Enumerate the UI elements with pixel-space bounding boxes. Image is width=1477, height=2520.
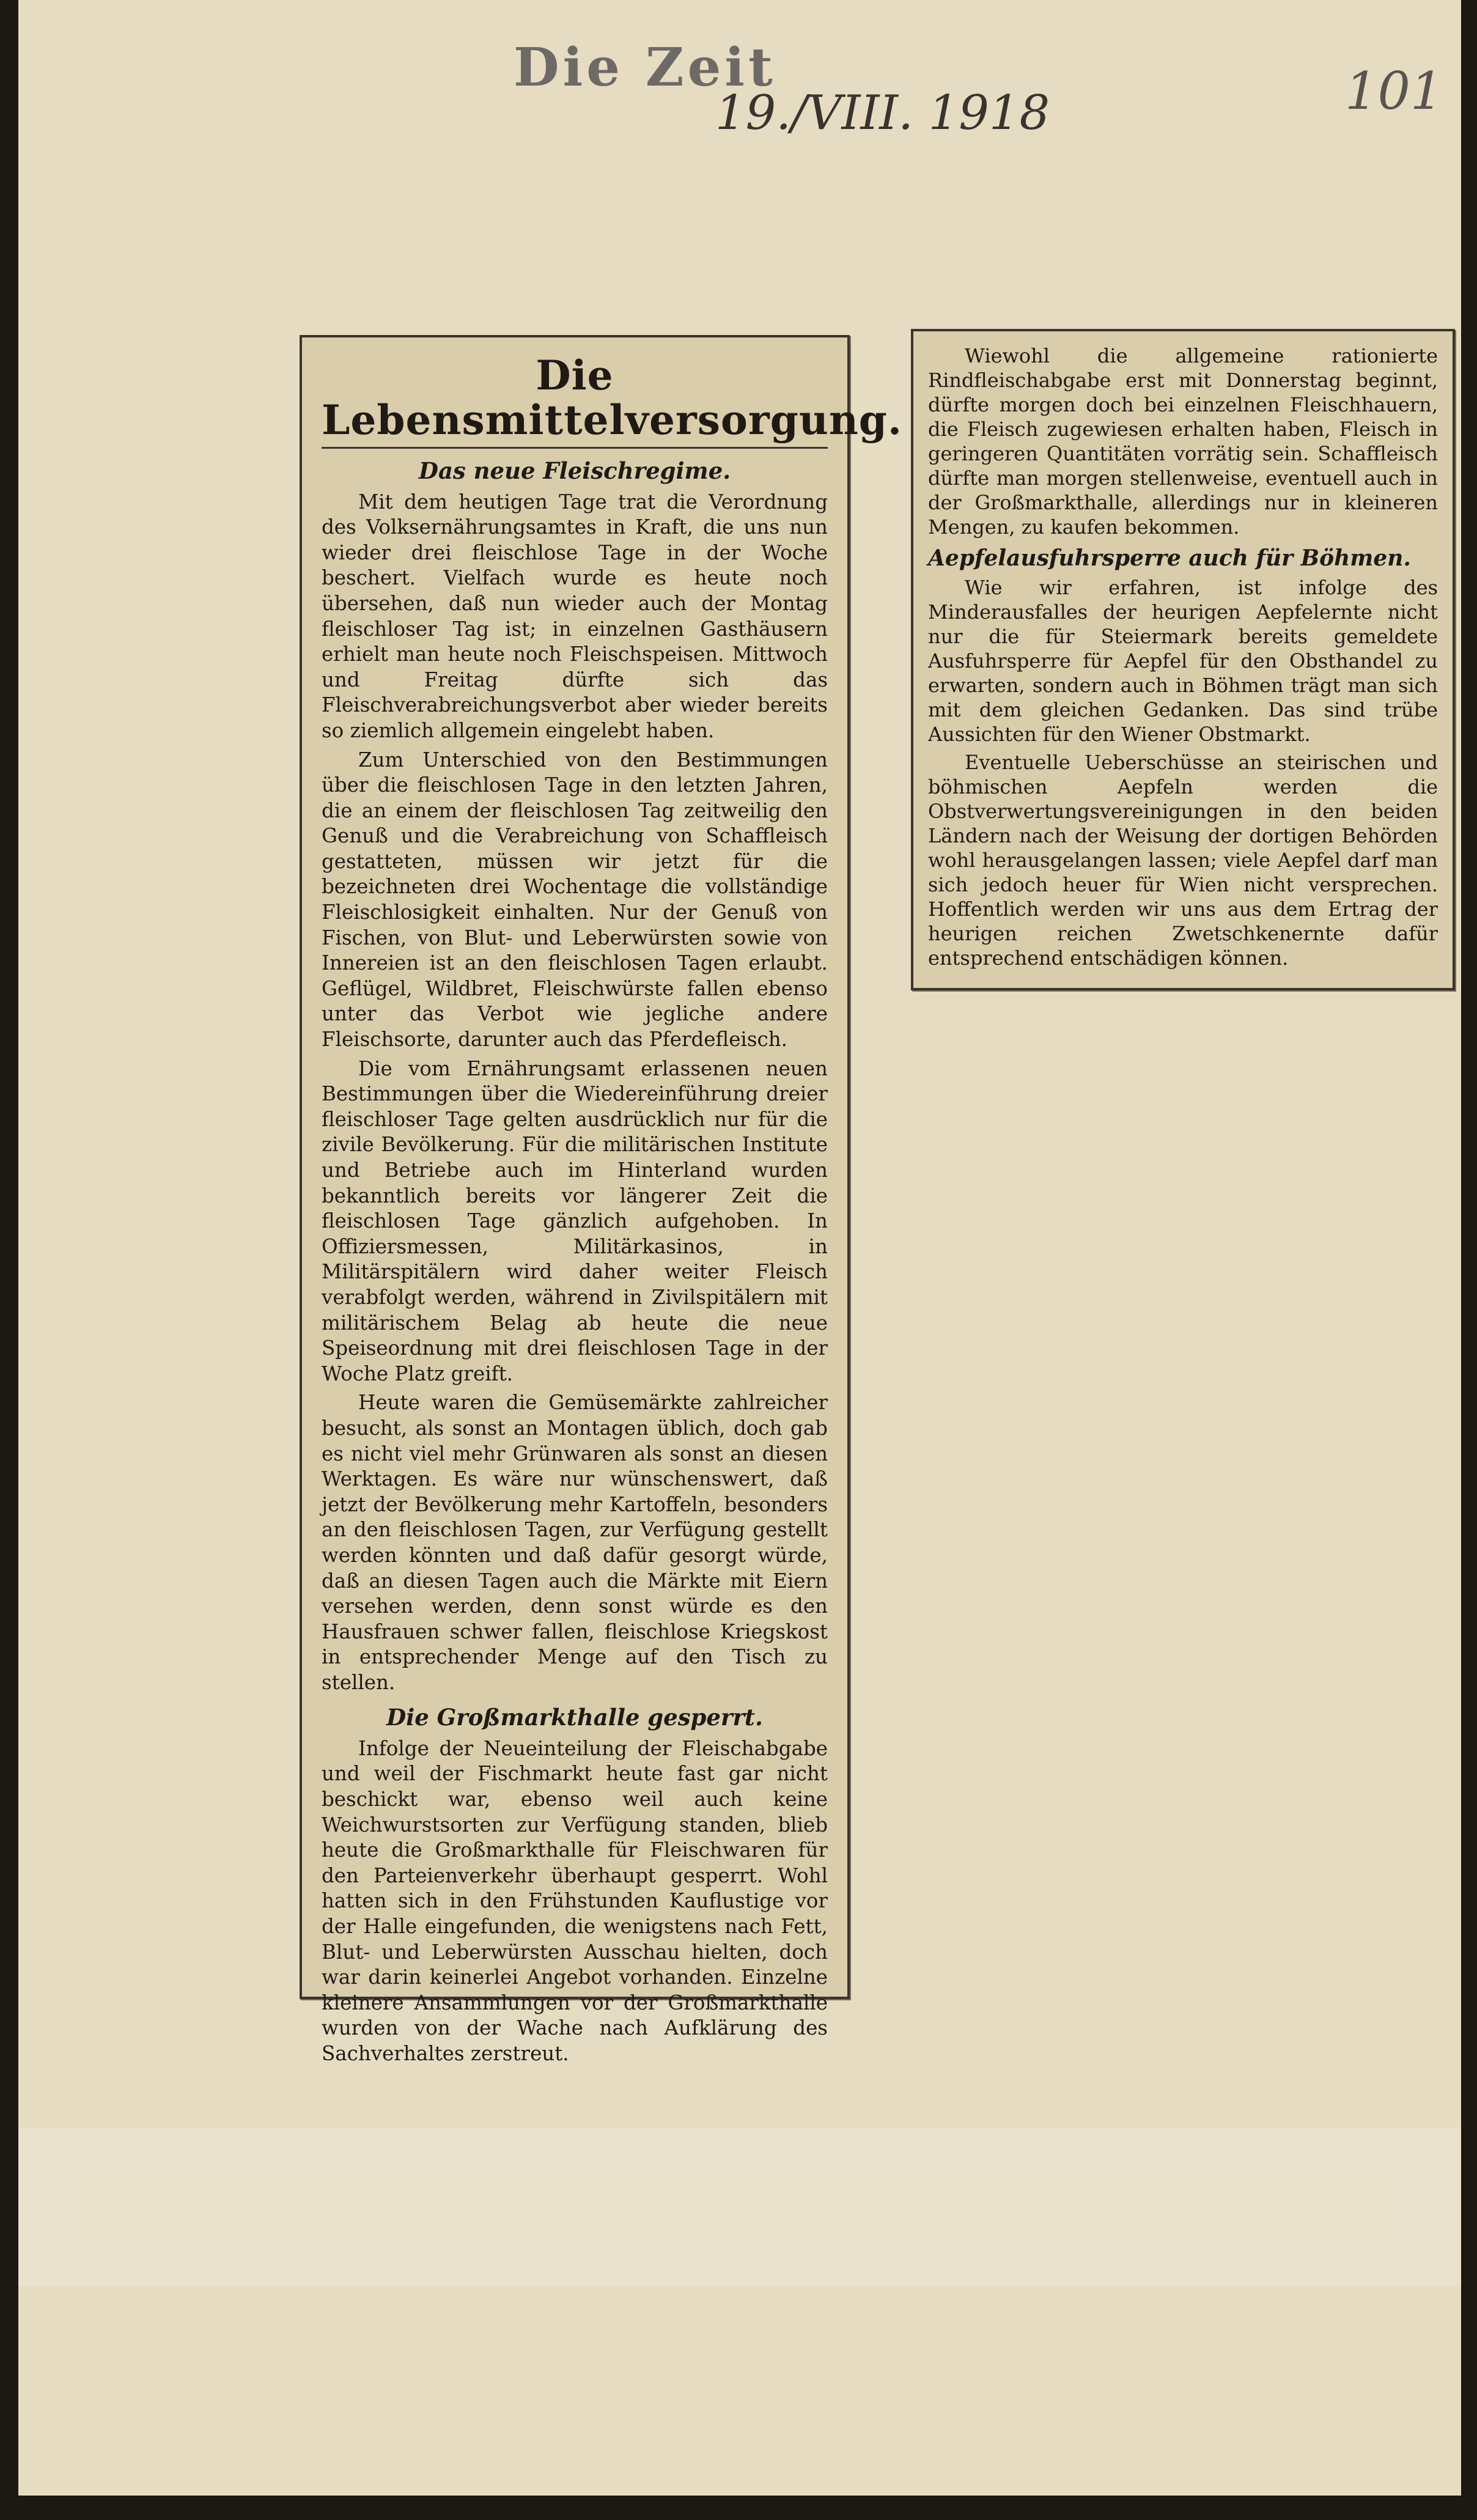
article-headline: Die Lebensmittelversorgung. [322,353,828,449]
paragraph: Wie wir erfahren, ist infolge des Minderausfalles der heurigen Aepfelernte nicht nur die für Steiermark bereits gemeldete Ausfuhrsperre für Aepfel für den Obsthandel zu erwarten, sondern auch in Böhmen trägt man sich mit dem gleichen Gedanken. Das sind trübe Aussichten für den Wiener Obstmarkt. [928,576,1438,746]
paragraph: Eventuelle Ueberschüsse an steirischen und böhmischen Aepfeln werden die Obstverwertungsvereinigungen in den beiden Ländern nach der Weisung der dortigen Behörden wohl herausgelangen lassen; viele Aepfel darf man sich jedoch heuer für Wien nicht versprechen. Hoffentlich werden wir uns aus dem Ertrag der heurigen reichen Zwetschkenernte dafür entsprechend entschädigen können. [928,751,1438,970]
subhead-grossmarkthalle: Die Großmarkthalle gesperrt. [386,1704,763,1731]
paragraph: Zum Unterschied von den Bestimmungen über die fleischlosen Tage in den letzten Jahren, die an einem der fleischlosen Tag zeitweilig den Genuß und die Verabreichung von Schaffleisch gestatteten, müssen wir jetzt für die bezeichneten drei Wochentage die vollständige Fleischlosigkeit einhalten. Nur der Genuß von Fischen, von Blut- und Leberwürsten sowie von Innereien ist an den fleischlosen Tagen erlaubt. Geflügel, Wildbret, Fleischwürste fallen ebenso unter das Verbot wie jegliche andere Fleischsorte, darunter auch das Pferdefleisch. [322,748,828,1052]
clipping-right [911,329,1455,990]
folio-number: 101 [1345,61,1443,121]
scan-edge-left [0,0,18,2520]
paragraph: Wiewohl die allgemeine rationierte Rindfleischabgabe erst mit Donnerstag beginnt, dürfte morgen doch bei einzelnen Fleischhauern, die Fleisch zugewiesen erhalten haben, Fleisch in geringeren Quantitäten vorrätig sein. Schaffleisch dürfte man morgen stellenweise, eventuell auch in der Großmarkthalle, allerdings nur in kleineren Mengen, zu kaufen bekommen. [928,344,1438,539]
scan-edge-bottom [0,2496,1477,2520]
subhead-fleischregime: Das neue Fleischregime. [418,457,731,485]
newspaper-stamp: Die Zeit [514,37,776,98]
paper-stain [18,2128,1461,2286]
handwritten-date: 19./VIII. 1918 [715,86,1050,141]
paragraph: Die vom Ernährungsamt erlassenen neuen Bestimmungen über die Wiedereinführung dreier fleischloser Tage gelten ausdrücklich nur für die zivile Bevölkerung. Für die militärischen Institute und Betriebe auch im Hinterland wurden bekanntlich bereits vor längerer Zeit die fleischlosen Tage gänzlich aufgehoben. In Offiziersmessen, Militärkasinos, in Militärspitälern wird daher weiter Fleisch verabfolgt werden, während in Zivilspitälern mit militärischem Belag ab heute die neue Speiseordnung mit drei fleischlosen Tage in der Woche Platz greift. [322,1056,828,1385]
clipping-left [300,335,902,2065]
subhead-aepfelausfuhrsperre: Aepfelausfuhrsperre auch für Böhmen. [928,545,1411,571]
paragraph: Infolge der Neueinteilung der Fleischabgabe und weil der Fischmarkt heute fast gar nicht beschickt war, ebenso weil auch keine Weichwurstsorten zur Verfügung standen, blieb heute die Großmarkthalle für Fleischwaren für den Parteienverkehr überhaupt gesperrt. Wohl hatten sich in den Frühstunden Kauflustige vor der Halle eingefunden, die wenigstens nach Fett, Blut- und Leberwürsten Ausschau hielten, doch war darin keinerlei Angebot vorhanden. Einzelne kleinere Ansammlungen vor der Großmarkthalle wurden von der Wache nach Aufklärung des Sachverhaltes zerstreut. [322,1736,828,2065]
scan-edge-right [1461,0,1477,2520]
paragraph: Mit dem heutigen Tage trat die Verordnung des Volksernährungsamtes in Kraft, die uns nun wieder drei fleischlose Tage in der Woche beschert. Vielfach wurde es heute noch übersehen, daß nun wieder auch der Montag fleischloser Tag ist; in einzelnen Gasthäusern erhielt man heute noch Fleischspeisen. Mittwoch und Freitag dürfte sich das Fleischverabreichungsverbot aber wieder bereits so ziemlich allgemein eingelebt haben. [322,490,828,742]
paragraph: Heute waren die Gemüsemärkte zahlreicher besucht, als sonst an Montagen üblich, doch gab es nicht viel mehr Grünwaren als sonst an diesen Werktagen. Es wäre nur wünschenswert, daß jetzt der Bevölkerung mehr Kartoffeln, besonders an den fleischlosen Tagen, zur Verfügung gestellt werden könnten und daß dafür gesorgt würde, daß an diesen Tagen auch die Märkte mit Eiern versehen werden, denn sonst würde es den Hausfrauen schwer fallen, fleischlose Kriegskost in entsprechender Menge auf den Tisch zu stellen. [322,1391,828,1694]
